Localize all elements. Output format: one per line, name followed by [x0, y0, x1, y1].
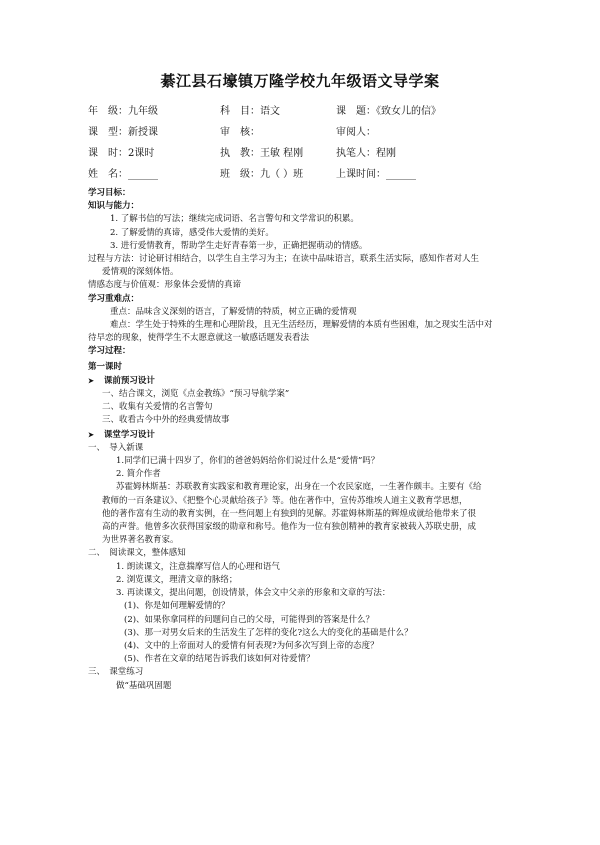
body-line: 3. 进行爱情教育，帮助学生走好青春第一步，正确把握萌动的情感。: [110, 240, 368, 251]
info-cell: 姓 名：______: [88, 169, 158, 180]
section-heading: 第一课时: [88, 361, 123, 372]
body-line: 三、收看古今中外的经典爱情故事: [102, 415, 230, 426]
body-line: 三、 课堂练习: [88, 667, 144, 678]
body-line: 1. 了解书信的写法；继续完成词语、名言警句和文学常识的积累。: [110, 214, 359, 225]
section-heading: 学习过程：: [88, 346, 131, 357]
body-line: 3. 再读课文，提出问题，创设情景，体会文中父亲的形象和文章的写法：: [116, 588, 391, 599]
info-cell: 上课时间：______: [336, 169, 416, 180]
body-line: 待早恋的现象，使得学生不太愿意就这一敏感话题发表看法: [88, 333, 310, 344]
body-line: 教师的一百条建议》、《把整个心灵献给孩子》等。他在著作中，宣传苏维埃人道主义教育学思想，: [102, 495, 468, 506]
info-cell: 班 级：九（ ）班: [220, 169, 304, 180]
info-row: [88, 165, 528, 186]
body-line: 过程与方法：讨论研讨相结合，以学生自主学习为主；在读中品味语言，联系生活实际，感知作者对人生: [88, 254, 480, 265]
body-line: 1. 朗读课文，注意揣摩写信人的心理和语气: [116, 561, 280, 572]
body-line: 二、收集有关爱情的名言警句: [102, 402, 213, 413]
info-row: [88, 123, 528, 144]
body-line: 重点：品味含义深刻的语言，了解爱情的特质，树立正确的爱情观: [110, 306, 357, 317]
body-line: 一、 导入新课: [88, 442, 144, 453]
section-heading: 学习目标：: [88, 188, 131, 198]
body-line: 2. 了解爱情的真谛，感受伟大爱情的美好。: [110, 227, 274, 238]
body-line: 2. 浏览课文，理清文章的脉络；: [116, 574, 238, 585]
section-heading: ➤ 课前预习设计: [88, 374, 528, 388]
body-line: 情感态度与价值观：形象体会爱情的真谛: [88, 280, 242, 291]
section-heading: ➤ 课堂学习设计: [88, 428, 528, 442]
info-cell: 执笔人：程刚: [336, 148, 396, 159]
body-line: (1)、你是如何理解爱情的？: [124, 601, 230, 612]
body-line: 2. 简介作者: [116, 469, 161, 480]
info-cell: 审 核：: [220, 127, 260, 138]
page-title: 綦江县石壕镇万隆学校九年级语文导学案: [160, 72, 440, 90]
document-body: [88, 187, 528, 693]
body-line: 1.同学们已满十四岁了，你们的爸爸妈妈给你们说过什么是“爱情”吗？: [116, 456, 380, 467]
info-cell: 课 时：2课时: [88, 148, 155, 159]
info-cell: 科 目：语文: [220, 106, 280, 117]
body-line: 爱情观的深刻体悟。: [102, 267, 179, 278]
section-heading: 学习重难点：: [88, 293, 140, 304]
body-line: 难点：学生处于特殊的生理和心理阶段，且无生活经历，理解爱情的本质有些困难，加之现实生活中对: [110, 320, 493, 331]
section-heading: 知识与能力：: [88, 201, 140, 212]
body-line: (5)、作者在文章的结尾告诉我们该如何对待爱情？: [124, 654, 315, 665]
body-line: 一、结合课文，浏览《点金教练》“预习导航学案”: [102, 389, 290, 400]
body-line: (4)、文中的上帝面对人的爱情有何表现?为何多次写到上帝的态度？: [124, 640, 379, 651]
body-line: 高的声誉。他曾多次获得国家级的勋章和称号。他作为一位有独创精神的教育家被载入苏联史册，成: [102, 522, 477, 533]
body-line: 为世界著名教育家。: [102, 535, 179, 546]
info-table: [88, 102, 528, 186]
info-row: [88, 144, 528, 165]
info-cell: 课 题：《致女儿的信》: [336, 106, 441, 117]
body-line: (2)、如果你拿同样的问题问自己的父母，可能得到的答案是什么？: [124, 614, 375, 625]
body-line: 做“基础巩固题: [116, 680, 172, 691]
info-cell: 执 教：王敏 程刚: [220, 148, 304, 159]
info-cell: 审阅人：: [336, 127, 376, 138]
body-line: 苏霍姆林斯基：苏联教育实践家和教育理论家，出身在一个农民家庭，一生著作颇丰。主要有《给: [116, 482, 482, 493]
info-cell: 课 型：新授课: [88, 127, 158, 138]
info-row: [88, 102, 528, 123]
info-cell: 年 级：九年级: [88, 106, 158, 117]
body-line: 二、 阅读课文，整体感知: [88, 548, 186, 559]
body-line: (3)、那一对男女后来的生活发生了怎样的变化?这么大的变化的基础是什么？: [124, 627, 413, 638]
body-line: 他的著作富有生动的教育实例，在一些问题上有独到的见解。苏霍姆林斯基的辉煌成就给他带来了很: [102, 508, 477, 519]
